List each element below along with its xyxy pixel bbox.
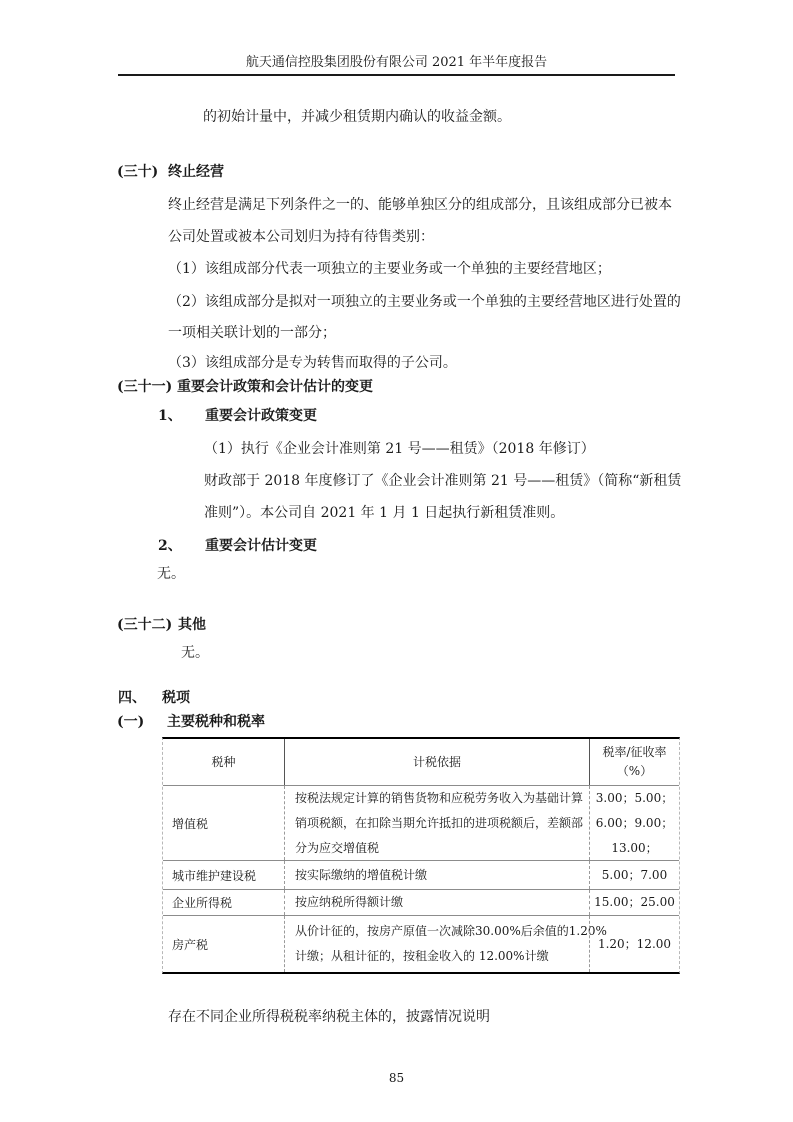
table-row-urban-construction-tax — [163, 860, 679, 889]
section-32-title: 其他 — [178, 617, 206, 633]
section-30-line-4: （2）该组成部分是拟对一项独立的主要业务或一个单独的主要经营地区进行处置的 — [168, 294, 681, 310]
page-number: 85 — [388, 1071, 405, 1085]
section-31-title: 重要会计政策和会计估计的变更 — [177, 379, 373, 395]
section-31-sub1-num: 1、 — [158, 408, 182, 424]
note-line: 存在不同企业所得税税率纳税主体的，披露情况说明 — [168, 1009, 490, 1025]
tax-table-header-basis: 计税依据 — [284, 739, 589, 785]
section-4-title: 税项 — [162, 690, 190, 706]
tax-table-header-row — [163, 739, 679, 785]
section-31-label: (三十一) — [117, 379, 173, 395]
page-header-title: 航天通信控股集团股份有限公司 2021 年半年度报告 — [245, 55, 548, 70]
vat-tax-name: 增值税 — [172, 816, 209, 831]
property-basis: 从价计征的，按房产原值一次减除30.00%后余值的1.20% 计缴；从租计征的，按租金收入的 12.00%计缴 — [284, 916, 589, 972]
section-31-sub1-line-2: 财政部于 2018 年度修订了《企业会计准则第 21 号——租赁》（简称“新租赁 — [204, 473, 682, 489]
tax-table-header-rate: 税率/征收率 （%） — [589, 739, 679, 785]
section-31-sub1-title: 重要会计政策变更 — [205, 408, 317, 424]
section-31-sub2-title: 重要会计估计变更 — [205, 538, 317, 554]
property-rate: 1.20；12.00 — [589, 916, 679, 972]
section-30-line-3: （1）该组成部分代表一项独立的主要业务或一个单独的主要经营地区； — [168, 261, 611, 277]
section-4-num: 四、 — [118, 690, 146, 706]
section-41-title: 主要税种和税率 — [167, 714, 265, 730]
table-row-vat — [163, 785, 679, 860]
property-tax-name: 房产税 — [172, 937, 209, 952]
cit-basis: 按应纳税所得额计缴 — [284, 890, 589, 915]
section-31-sub1-line-3: 准则”）。本公司自 2021 年 1 月 1 日起执行新租赁准则。 — [204, 505, 565, 521]
section-30-title: 终止经营 — [168, 164, 224, 180]
section-31-sub1-line-1: （1）执行《企业会计准则第 21 号——租赁》（2018 年修订） — [204, 441, 595, 457]
uct-basis: 按实际缴纳的增值税计缴 — [284, 861, 589, 889]
section-30-label: (三十) — [117, 164, 159, 180]
intro-paragraph-line: 的初始计量中，并减少租赁期内确认的收益金额。 — [203, 109, 511, 125]
section-32-body: 无。 — [181, 645, 209, 661]
table-row-corporate-income-tax — [163, 889, 679, 915]
table-row-property-tax — [163, 915, 679, 972]
vat-rate: 3.00；5.00； 6.00；9.00； 13.00； — [589, 786, 679, 860]
tax-rate-table — [162, 737, 680, 974]
uct-tax-name: 城市维护建设税 — [172, 868, 257, 883]
section-31-sub2-body: 无。 — [157, 566, 185, 582]
section-32-label: (三十二) — [117, 617, 173, 633]
section-30-line-6: （3）该组成部分是专为转售而取得的子公司。 — [168, 355, 457, 371]
section-30-line-1: 终止经营是满足下列条件之一的、能够单独区分的组成部分，且该组成部分已被本 — [168, 197, 672, 213]
header-rule — [118, 74, 675, 76]
uct-rate: 5.00；7.00 — [589, 861, 679, 889]
section-41-label: (一) — [117, 714, 145, 730]
vat-basis: 按税法规定计算的销售货物和应税劳务收入为基础计算 销项税额，在扣除当期允许抵扣的进项税额后，差额部 分为应交增值税 — [284, 786, 589, 860]
section-31-sub2-num: 2、 — [158, 538, 182, 554]
tax-table-header-tax: 税种 — [211, 754, 236, 769]
cit-rate: 15.00；25.00 — [589, 890, 679, 915]
cit-tax-name: 企业所得税 — [172, 896, 233, 910]
section-30-line-5: 一项相关联计划的一部分； — [168, 325, 336, 341]
section-30-line-2: 公司处置或被本公司划归为持有待售类别： — [168, 229, 434, 245]
